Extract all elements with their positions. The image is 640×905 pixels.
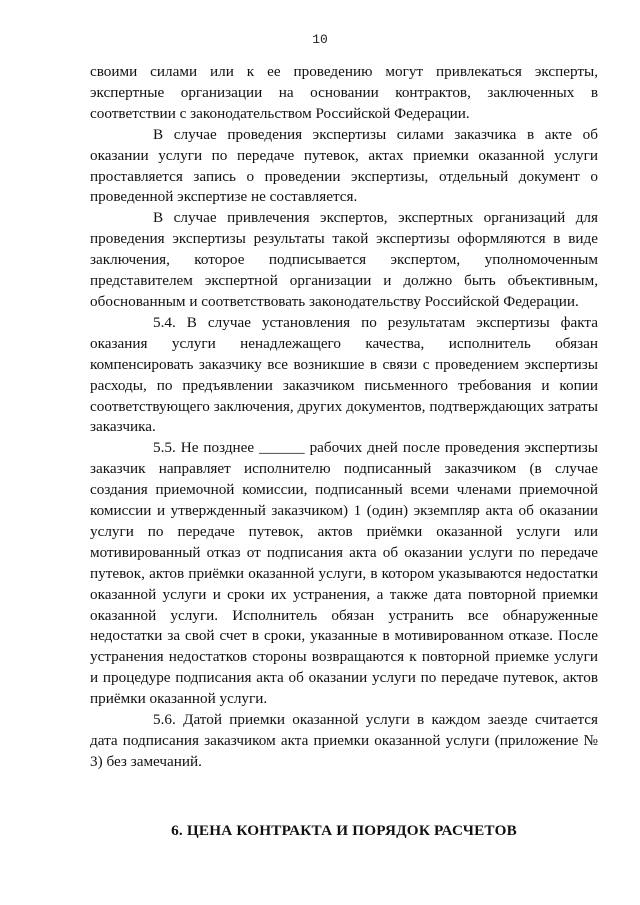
paragraph-external-experts: В случае привлечения экспертов, экспертных организаций для проведения экспертизы результаты такой экспертизы оформляются в виде заключения, которое подписывается экспертом, уполномоченным представителем экспертной организации и должно быть объективным, обоснованным и соответствовать законодательству Российской Федерации.	[90, 209, 598, 310]
paragraph-clause-5-6: 5.6. Датой приемки оказанной услуги в каждом заезде считается дата подписания заказчиком акта приемки оказанной услуги (приложение № 3) без замечаний.	[90, 711, 598, 770]
page-number: 10	[312, 32, 328, 47]
section-heading: 6. ЦЕНА КОНТРАКТА И ПОРЯДОК РАСЧЕТОВ	[171, 822, 517, 839]
body-text	[90, 62, 598, 773]
paragraph-customer-expertise: В случае проведения экспертизы силами заказчика в акте об оказании услуги по передаче путевок, актах приемки оказанной услуги проставляется запись о проведении экспертизы, отдельный документ о проведенной экспертизе не составляется.	[90, 125, 598, 206]
paragraph-continuation: своими силами или к ее проведению могут привлекаться эксперты, экспертные организации на основании контрактов, заключенных в соответствии с законодательством Российской Федерации.	[90, 63, 598, 122]
paragraph-clause-5-4: 5.4. В случае установления по результатам экспертизы факта оказания услуги ненадлежащего качества, исполнитель обязан компенсировать заказчику все возникшие в связи с проведением экспертизы расходы, по предъявлении заказчиком письменного требования и копии соответствующего заключения, других документов, подтверждающих затраты заказчика.	[90, 313, 598, 436]
paragraph-clause-5-5: 5.5. Не позднее ______ рабочих дней после проведения экспертизы заказчик направляет исполнителю подписанный заказчиком (в случае создания приемочной комиссии, подписанный всеми членами приемочной комиссии и утвержденный заказчиком) 1 (один) экземпляр акта об оказании услуги по передаче путевок, актов приёмки оказанной услуги или мотивированный отказ от подписания акта об оказании услуги по передаче путевок, актов приёмки оказанной услуги, в котором указываются недостатки оказанной услуги и сроки их устранения, а также дата повторной приемки оказанной услуги. Исполнитель обязан устранить все обнаруженные недостатки за свой счет в сроки, указанные в мотивированном отказе. После устранения недостатков стороны возвращаются к повторной приемке услуги и процедуре подписания акта об оказании услуги по передаче путевок, актов приёмки оказанной услуги.	[90, 439, 598, 708]
